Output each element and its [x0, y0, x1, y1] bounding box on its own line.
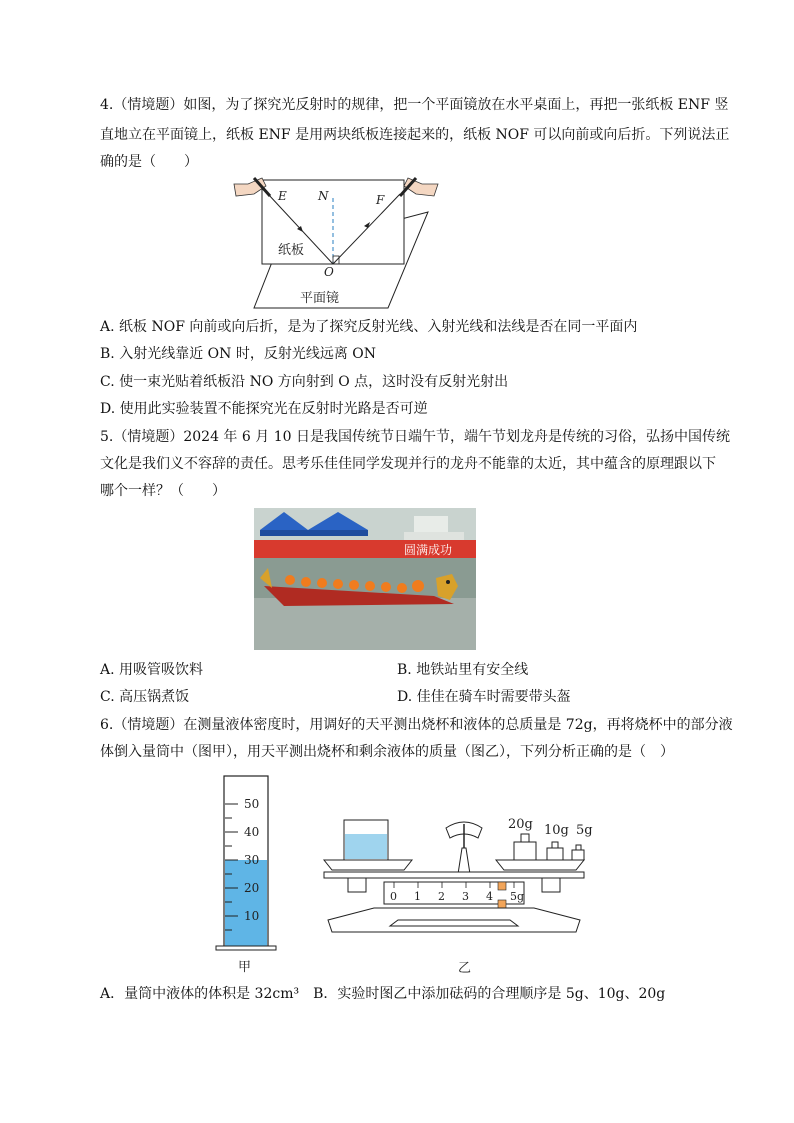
scale-3: 3 — [462, 890, 469, 903]
tick-10: 10 — [244, 909, 260, 923]
q6-line-2: 体倒入量筒中（图甲），用天平测出烧杯和剩余液体的质量（图乙），下列分析正确的是（ ） — [100, 744, 674, 760]
label-board: 纸板 — [278, 243, 305, 258]
q4-option-a: A. 纸板 NOF 向前或向后折，是为了探究反射光线、入射光线和法线是否在同一平面内 — [100, 319, 638, 335]
scale-5g: 5g — [510, 890, 525, 903]
q4-option-b: B. 入射光线靠近 ON 时，反射光线远离 ON — [100, 346, 376, 362]
scale-4: 4 — [486, 890, 493, 903]
balance-figure — [318, 808, 593, 978]
weight-5g: 5g — [576, 823, 593, 838]
tick-20: 20 — [244, 881, 260, 895]
cylinder-label: 甲 — [238, 960, 252, 975]
right-pan — [496, 860, 584, 870]
tick-30: 30 — [244, 853, 260, 867]
liquid — [225, 860, 267, 947]
q4-line-1: 4.（情境题）如图，为了探究光反射时的规律，把一个平面镜放在水平桌面上，再把一张纸板 ENF 竖 — [100, 97, 729, 113]
q5-line-2: 文化是我们义不容辞的责任。思考乐佳佳同学发现并行的龙舟不能靠的太近，其中蕴含的原理跟以下 — [100, 456, 716, 472]
weight-10g-icon — [547, 842, 563, 860]
label-E: E — [278, 189, 287, 203]
weight-5g-icon — [572, 845, 584, 860]
dragon-boat-photo — [254, 508, 476, 650]
scale-2: 2 — [438, 890, 445, 903]
rider — [498, 882, 506, 890]
left-pan — [324, 860, 412, 870]
q6-line-1: 6.（情境题）在测量液体密度时，用调好的天平测出烧杯和液体的总质量是 72g，再将烧杯中的部分液 — [100, 717, 733, 733]
weight-20g: 20g — [508, 817, 533, 832]
photo-banner-text: 圆满成功 — [404, 543, 453, 557]
weight-20g-icon — [514, 834, 536, 860]
q4-line-3: 确的是（ ） — [100, 154, 198, 170]
tick-40: 40 — [244, 825, 260, 839]
cylinder-figure — [210, 768, 280, 974]
q5-option-b: B. 地铁站里有安全线 — [397, 662, 529, 678]
q5-option-d: D. 佳佳在骑车时需要带头盔 — [397, 689, 571, 705]
tick-50: 50 — [244, 797, 260, 811]
label-mirror: 平面镜 — [300, 291, 340, 306]
q5-line-3: 哪个一样？（ ） — [100, 483, 226, 499]
q4-line-2: 直地立在平面镜上，纸板 ENF 是用两块纸板连接起来的，纸板 NOF 可以向前或向后折。下列说法正 — [100, 127, 730, 143]
q6-answers-line: A．量筒中液体的体积是 32cm³ B．实验时图乙中添加砝码的合理顺序是 5g、10g、20g — [100, 986, 666, 1002]
q4-option-d: D. 使用此实验装置不能探究光在反射时光路是否可逆 — [100, 401, 428, 417]
label-F: F — [376, 193, 385, 207]
q5-line-1: 5.（情境题）2024 年 6 月 10 日是我国传统节日端午节，端午节划龙舟是传统的习俗，弘扬中国传统 — [100, 429, 730, 445]
scale-0: 0 — [390, 890, 397, 903]
q5-option-a: A. 用吸管吸饮料 — [100, 662, 204, 678]
q4-option-c: C. 使一束光贴着纸板沿 NO 方向射到 O 点，这时没有反射光射出 — [100, 374, 509, 390]
scale-1: 1 — [414, 890, 421, 903]
label-N: N — [318, 189, 329, 203]
balance-label: 乙 — [458, 961, 472, 976]
right-hand-icon — [400, 178, 438, 196]
label-O: O — [324, 265, 334, 279]
weight-10g: 10g — [544, 823, 569, 838]
reflection-figure — [228, 172, 444, 312]
q5-option-c: C. 高压锅煮饭 — [100, 689, 190, 705]
